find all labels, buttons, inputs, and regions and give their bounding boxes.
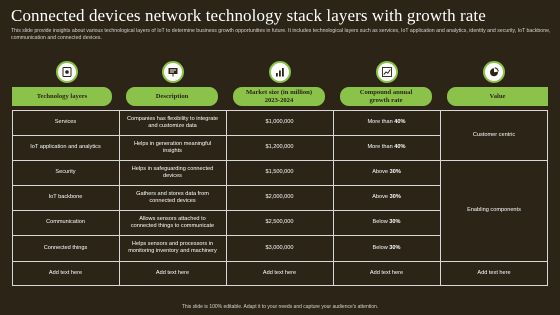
presentation-icon bbox=[162, 61, 184, 83]
column-divider bbox=[119, 110, 120, 286]
header-technology-layers: Technology layers bbox=[36, 92, 88, 100]
pie-chart-icon bbox=[483, 61, 505, 83]
cell-market-size: $1,500,000 bbox=[265, 169, 294, 176]
cell-market-size: $3,000,000 bbox=[265, 244, 294, 251]
cell-description: Allows sensors attached to connected things to communicate bbox=[130, 215, 215, 229]
cell-layer: Security bbox=[55, 169, 76, 176]
growth-chart-icon bbox=[376, 61, 398, 83]
cagr-prefix: Below bbox=[372, 219, 390, 226]
cagr-value: 30% bbox=[389, 219, 401, 226]
cell-value-group: Customer centric bbox=[472, 131, 516, 138]
cell-value-group: Enabling components bbox=[467, 207, 521, 214]
cell-layer: IoT application and analytics bbox=[30, 144, 101, 151]
cell-description: Companies has flexibility to integrate and customize data bbox=[126, 115, 219, 129]
cagr-prefix: More than bbox=[367, 144, 395, 151]
cagr-value: 30% bbox=[389, 169, 401, 176]
cell-market-size: $2,500,000 bbox=[265, 219, 294, 226]
cagr-prefix: More than bbox=[367, 119, 395, 126]
cagr-prefix: Above bbox=[372, 194, 390, 201]
cell-cagr bbox=[333, 110, 440, 135]
cell-layer: IoT backbone bbox=[48, 194, 83, 201]
header-value: Value bbox=[489, 92, 506, 100]
header-description: Description bbox=[155, 92, 189, 100]
header-cagr: Compound annual growth rate bbox=[359, 89, 413, 104]
cell-description: Gathers and stores data from connected devices bbox=[136, 190, 209, 204]
layers-icon bbox=[56, 61, 78, 83]
cell-market-size: $2,000,000 bbox=[265, 194, 294, 201]
cell-market-size: $1,200,000 bbox=[265, 144, 294, 151]
cagr-value: 40% bbox=[394, 119, 406, 126]
cagr-value: 30% bbox=[389, 194, 401, 201]
cell-description: Helps in generation meaningful insights bbox=[133, 140, 212, 154]
cell-description: Helps sensors and processors in monitoring inventory and machinery bbox=[128, 241, 217, 254]
bar-chart-icon bbox=[269, 61, 291, 83]
page-subtitle: This slide provide insights about various technological layers of IoT to determine business growth opportunities in future. It includes technological layers such as services, IoT application and analytics, identity and security, IoT backbone, communication and connected devices. bbox=[11, 28, 551, 41]
cell-layer: Services bbox=[54, 119, 77, 126]
header-market-size: Market size (in million) 2023-2024 bbox=[245, 89, 313, 104]
cell-market-size: Add text here bbox=[262, 270, 297, 277]
cell-value-group: Add text here bbox=[477, 270, 511, 277]
cell-cagr bbox=[333, 135, 440, 160]
cell-cagr bbox=[333, 210, 440, 235]
cagr-prefix: Add text here bbox=[369, 270, 404, 277]
cell-layer: Communication bbox=[46, 219, 85, 226]
cell-cagr bbox=[333, 160, 440, 185]
cagr-value: 30% bbox=[389, 244, 401, 251]
cell-cagr bbox=[333, 261, 440, 286]
cell-market-size: $1,000,000 bbox=[265, 119, 294, 126]
cell-layer: Connected things bbox=[43, 244, 88, 251]
cagr-prefix: Below bbox=[372, 244, 390, 251]
cagr-value: 40% bbox=[394, 144, 406, 151]
footer-note: This slide is 100% editable. Adapt it to your needs and capture your audience's attention. bbox=[181, 304, 379, 310]
cell-description: Add text here bbox=[155, 270, 190, 277]
cagr-prefix: Above bbox=[372, 169, 390, 176]
cell-cagr bbox=[333, 235, 440, 261]
cell-description: Helps in safeguarding connected devices bbox=[131, 165, 214, 179]
page-title: Connected devices network technology stack layers with growth rate bbox=[11, 6, 486, 25]
cell-layer: Add text here bbox=[48, 270, 83, 277]
cell-cagr bbox=[333, 185, 440, 210]
